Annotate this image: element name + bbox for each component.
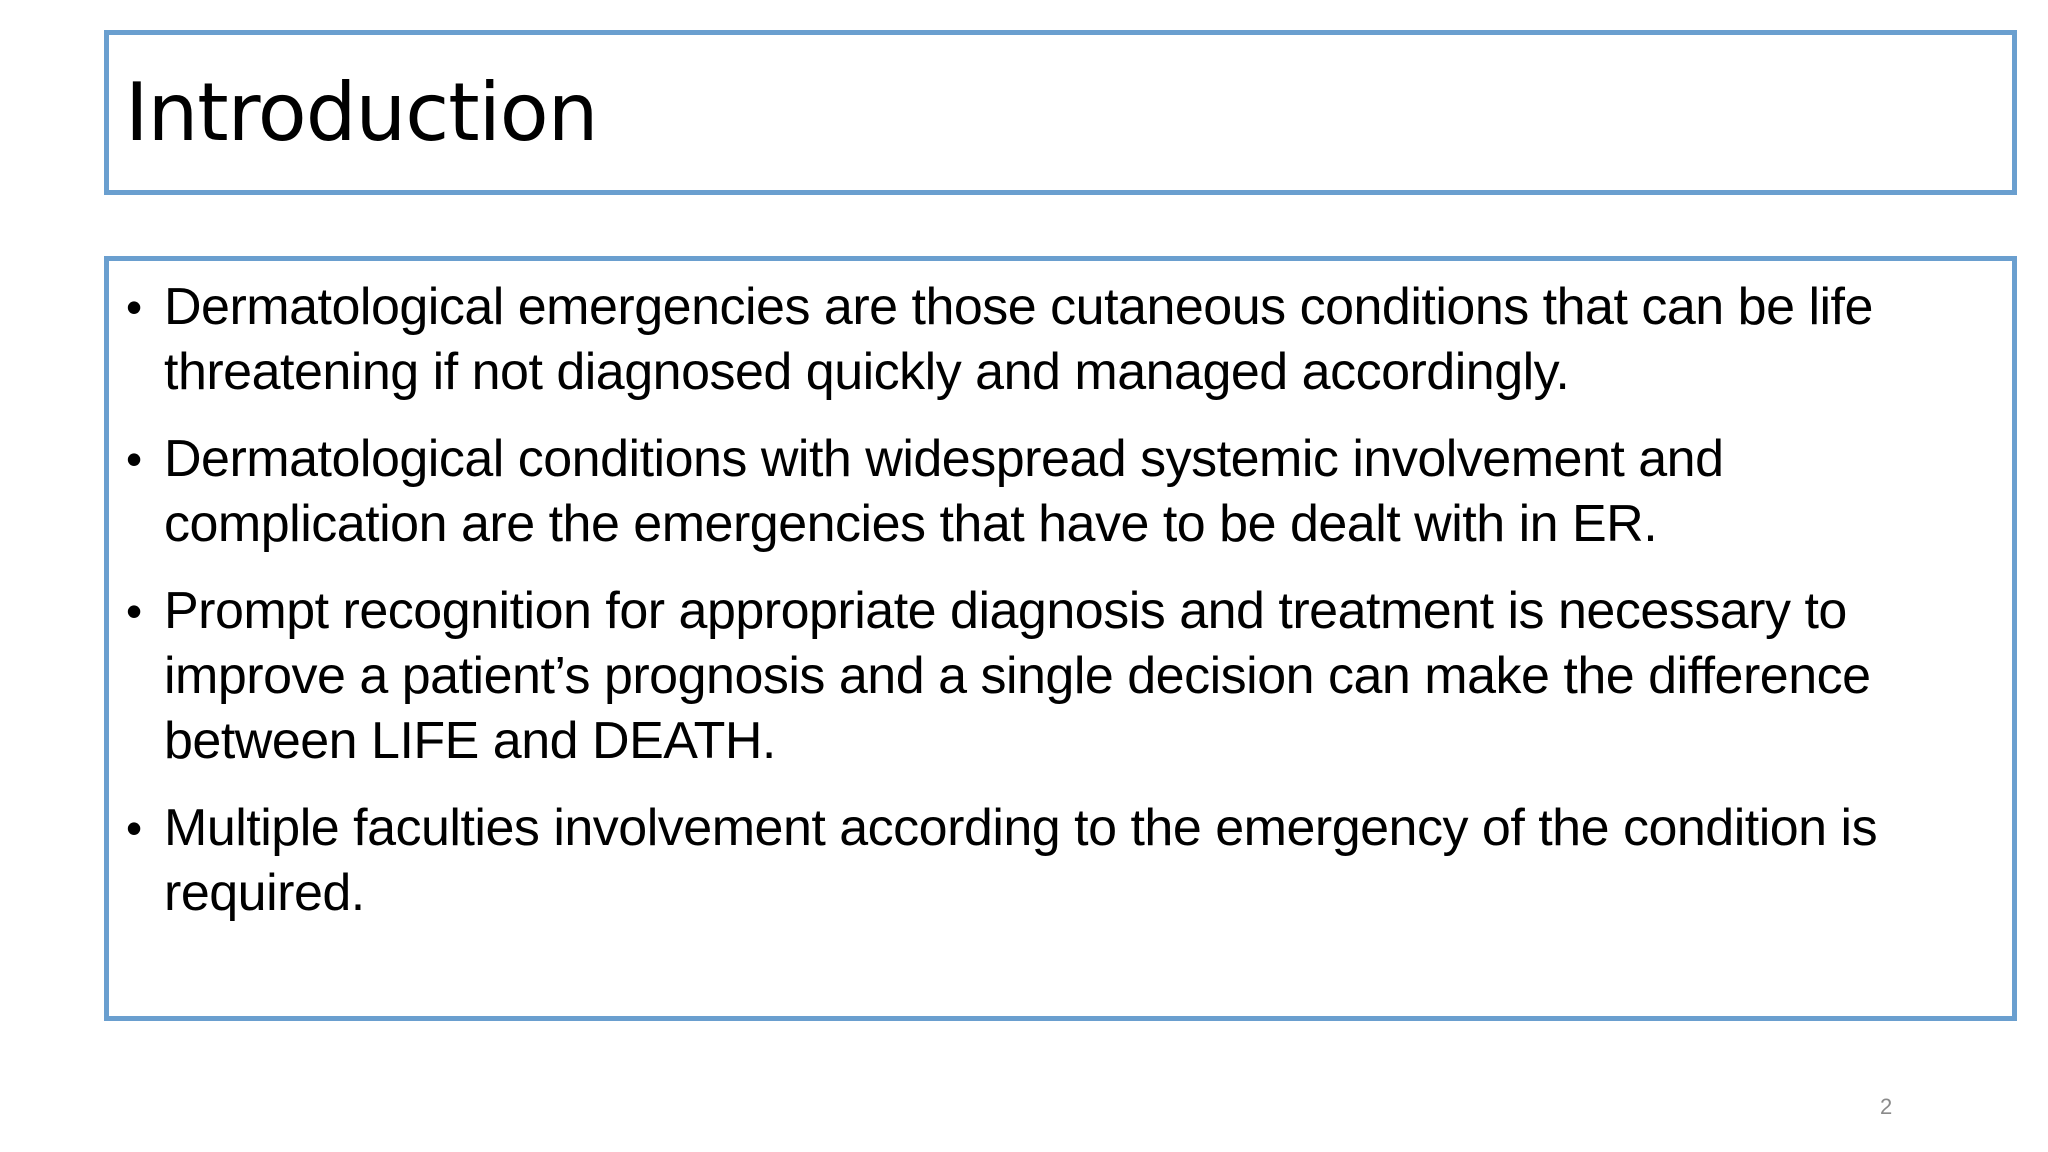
bullet-icon: • — [126, 802, 142, 854]
bullet-item — [109, 427, 2012, 557]
bullet-item — [109, 275, 2012, 405]
bullet-list — [109, 275, 2012, 948]
bullet-icon: • — [126, 281, 142, 333]
bullet-text: Dermatological emergencies are those cutaneous conditions that can be life threatening if not diagnosed quickly and managed accordingly. — [164, 278, 1873, 401]
bullet-text: Prompt recognition for appropriate diagnosis and treatment is necessary to improve a patient’s prognosis and a single decision can make the difference between LIFE and DEATH. — [164, 582, 1871, 770]
title-placeholder — [104, 30, 2017, 195]
slide-number: 2 — [1880, 1094, 1893, 1119]
bullet-text: Dermatological conditions with widespread systemic involvement and complication are the emergencies that have to be dealt with in ER. — [164, 430, 1724, 553]
bullet-icon: • — [126, 585, 142, 637]
bullet-item — [109, 796, 2012, 926]
slide-title: Introduction — [125, 66, 598, 159]
bullet-text: Multiple faculties involvement according to the emergency of the condition is required. — [164, 799, 1878, 922]
bullet-item — [109, 579, 2012, 774]
bullet-icon: • — [126, 433, 142, 485]
content-placeholder — [104, 256, 2017, 1021]
